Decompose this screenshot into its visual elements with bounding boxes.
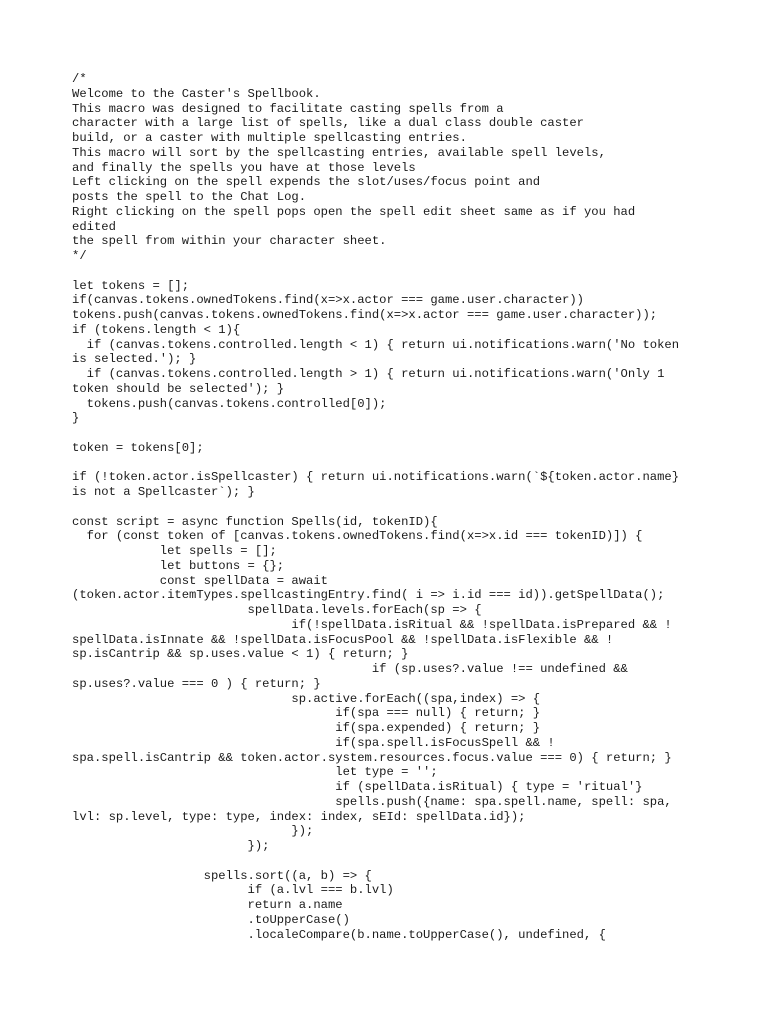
code-line: spells.sort((a, b) => { <box>72 868 372 883</box>
code-line: (token.actor.itemTypes.spellcastingEntry.find( i => i.id === id)).getSpellData(); <box>72 588 665 603</box>
code-line: Right clicking on the spell pops open the spell edit sheet same as if you had <box>72 204 636 219</box>
code-line: spellData.isInnate && !spellData.isFocusPool && !spellData.isFlexible && ! <box>72 632 614 647</box>
code-line: if(spa === null) { return; } <box>72 706 541 721</box>
code-line: tokens.push(canvas.tokens.controlled[0]); <box>72 396 387 411</box>
code-line: if(spa.spell.isFocusSpell && ! <box>72 735 555 750</box>
code-line: the spell from within your character sheet. <box>72 234 387 249</box>
code-line: if (a.lvl === b.lvl) <box>72 883 394 898</box>
code-line <box>72 426 712 441</box>
code-line: for (const token of [canvas.tokens.ownedTokens.find(x=>x.id === tokenID)]) { <box>72 529 643 544</box>
code-listing <box>72 72 712 942</box>
code-line <box>72 456 712 471</box>
code-line: if(canvas.tokens.ownedTokens.find(x=>x.actor === game.user.character)) <box>72 293 584 308</box>
code-line: is not a Spellcaster`); } <box>72 485 255 499</box>
code-line: edited <box>72 219 116 234</box>
code-line: } <box>72 411 80 426</box>
code-line: token = tokens[0]; <box>72 440 204 455</box>
code-line: */ <box>72 249 87 263</box>
code-line: posts the spell to the Chat Log. <box>72 190 307 204</box>
code-line: token should be selected'); } <box>72 381 285 396</box>
code-line: if (!token.actor.isSpellcaster) { return ui.notifications.warn(`${token.actor.name} <box>72 470 680 485</box>
code-line: let spells = []; <box>72 544 277 558</box>
code-line: const script = async function Spells(id, tokenID){ <box>72 514 438 529</box>
code-line: return a.name <box>72 898 343 912</box>
code-line: sp.active.forEach((spa,index) => { <box>72 691 541 706</box>
code-line: }); <box>72 824 314 839</box>
code-line: sp.isCantrip && sp.uses.value < 1) { return; } <box>72 647 409 662</box>
code-line: tokens.push(canvas.tokens.ownedTokens.find(x=>x.actor === game.user.character)); <box>72 308 658 322</box>
code-line <box>72 854 712 869</box>
code-line: }); <box>72 839 270 853</box>
code-line <box>72 500 712 515</box>
code-line: if (canvas.tokens.controlled.length < 1) { return ui.notifications.warn('No token <box>72 337 680 352</box>
code-line: build, or a caster with multiple spellcasting entries. <box>72 131 467 145</box>
code-line: if (sp.uses?.value !== undefined && <box>72 662 628 676</box>
code-line: This macro will sort by the spellcasting entries, available spell levels, <box>72 145 606 160</box>
code-line: Welcome to the Caster's Spellbook. <box>72 86 321 101</box>
code-line: if (canvas.tokens.controlled.length > 1) { return ui.notifications.warn('Only 1 <box>72 367 665 381</box>
code-line: const spellData = await <box>72 573 328 588</box>
code-line: /* <box>72 72 87 86</box>
code-line: let tokens = []; <box>72 278 190 293</box>
code-line: if(!spellData.isRitual && !spellData.isPrepared && ! <box>72 617 672 632</box>
code-line: lvl: sp.level, type: type, index: index, sEId: spellData.id}); <box>72 809 526 824</box>
code-line: spa.spell.isCantrip && token.actor.system.resources.focus.value === 0) { return; } <box>72 750 672 765</box>
code-line: if (spellData.isRitual) { type = 'ritual'} <box>72 780 643 794</box>
code-line: This macro was designed to facilitate casting spells from a <box>72 101 504 116</box>
code-line: let type = ''; <box>72 765 438 780</box>
code-line: let buttons = {}; <box>72 558 285 573</box>
code-line: is selected.'); } <box>72 352 197 367</box>
code-line: .localeCompare(b.name.toUpperCase(), undefined, { <box>72 927 606 942</box>
code-line: spellData.levels.forEach(sp => { <box>72 603 482 617</box>
code-line <box>72 264 712 279</box>
code-line: if (tokens.length < 1){ <box>72 322 241 337</box>
code-line: if(spa.expended) { return; } <box>72 721 541 735</box>
code-line: sp.uses?.value === 0 ) { return; } <box>72 676 321 691</box>
code-line: and finally the spells you have at those levels <box>72 160 416 175</box>
code-line: spells.push({name: spa.spell.name, spell: spa, <box>72 794 672 809</box>
code-line: character with a large list of spells, like a dual class double caster <box>72 116 584 131</box>
code-line: .toUpperCase() <box>72 912 350 927</box>
code-line: Left clicking on the spell expends the slot/uses/focus point and <box>72 175 541 190</box>
